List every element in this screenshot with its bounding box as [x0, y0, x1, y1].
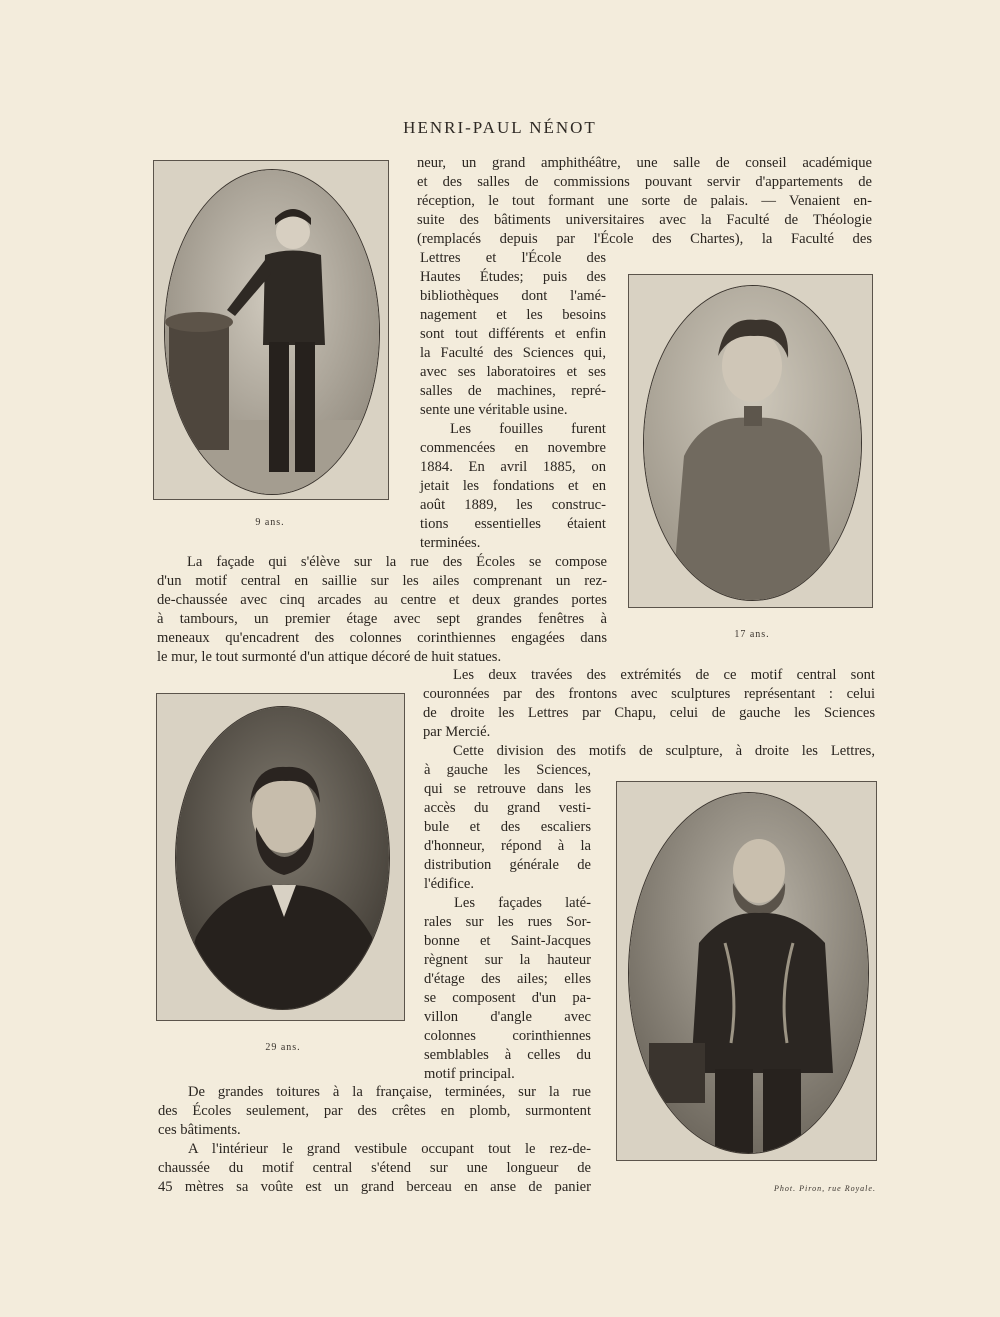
portrait-17-ans: [643, 285, 862, 601]
photo-credit: Phot. Piron, rue Royale.: [774, 1184, 876, 1193]
text-line: d'un motif central en saillie sur les ailes comprenant un rez-: [157, 573, 607, 589]
portrait-adult: [628, 792, 869, 1154]
photo-plate-29-ans: [156, 693, 405, 1021]
text-line: des Écoles seulement, par des crêtes en plomb, surmontent: [158, 1103, 591, 1119]
text-line: 45 mètres sa voûte est un grand berceau en anse de panier: [158, 1179, 591, 1195]
running-head: HENRI-PAUL NÉNOT: [403, 118, 597, 137]
portrait-29-ans: [175, 706, 390, 1010]
text-line: salles de machines, repré-: [420, 383, 606, 399]
text-line: et des salles de commissions pouvant servir d'appartements de: [417, 174, 872, 190]
text-line: Les deux travées des extrémités de ce motif central sont: [453, 667, 875, 683]
text-line: meneaux qu'encadrent des colonnes corinthiennes engagées dans: [157, 630, 607, 646]
text-line: 1884. En avril 1885, on: [420, 459, 606, 475]
text-line: réception, le tout formant une sorte de palais. — Venaient en-: [417, 193, 872, 209]
text-line: neur, un grand amphithéâtre, une salle de conseil académique: [417, 155, 872, 171]
text-line: tions essentielles étaient: [420, 516, 606, 532]
text-line: par Mercié.: [423, 724, 491, 740]
text-line: août 1889, les construc-: [420, 497, 606, 513]
text-line: Les façades laté-: [454, 895, 591, 911]
text-line: Lettres et l'École des: [420, 250, 606, 266]
text-line: distribution générale de: [424, 857, 591, 873]
text-line: ces bâtiments.: [158, 1122, 241, 1138]
text-line: l'édifice.: [424, 876, 475, 892]
caption-9-ans: 9 ans.: [255, 517, 285, 528]
photo-plate-17-ans: [628, 274, 873, 608]
text-line: suite des bâtiments universitaires avec la Faculté de Théologie: [417, 212, 872, 228]
text-line: sont tout différents et enfin: [420, 326, 606, 342]
text-line: rales sur les rues Sor-: [424, 914, 591, 930]
text-line: la Faculté des Sciences qui,: [420, 345, 606, 361]
text-line: jetait les fondations et en: [420, 478, 606, 494]
text-line: avec ses laboratoires et ses: [420, 364, 606, 380]
text-line: villon d'angle avec: [424, 1009, 591, 1025]
text-line: commencées en novembre: [420, 440, 606, 456]
text-line: bibliothèques dont l'amé-: [420, 288, 606, 304]
text-line: bonne et Saint-Jacques: [424, 933, 591, 949]
text-line: De grandes toitures à la française, terminées, sur la rue: [188, 1084, 591, 1100]
text-block-6: [158, 1083, 591, 1197]
text-line: Les fouilles furent: [450, 421, 606, 437]
text-line: sente une véritable usine.: [420, 402, 568, 418]
text-line: Cette division des motifs de sculpture, à droite les Lettres,: [453, 743, 875, 759]
text-line: La façade qui s'élève sur la rue des Écoles se compose: [187, 554, 607, 570]
text-line: chaussée du motif central s'étend sur une longueur de: [158, 1160, 591, 1176]
photo-plate-9-ans: [153, 160, 389, 500]
caption-29-ans: 29 ans.: [265, 1042, 301, 1053]
text-line: règnent sur la hauteur: [424, 952, 591, 968]
text-line: de droite les Lettres par Chapu, celui de gauche les Sciences: [423, 705, 875, 721]
text-line: de-chaussée avec cinq arcades au centre et deux grandes portes: [157, 592, 607, 608]
text-block-3: [157, 553, 607, 667]
text-line: d'étage des ailes; elles: [424, 971, 591, 987]
text-line: qui se retrouve dans les: [424, 781, 591, 797]
text-line: terminées.: [420, 535, 481, 551]
text-block-4: [423, 666, 875, 761]
photo-plate-adult: [616, 781, 877, 1161]
text-line: bule et des escaliers: [424, 819, 591, 835]
text-block-1: [417, 154, 872, 249]
text-line: Hautes Études; puis des: [420, 269, 606, 285]
text-line: (remplacés depuis par l'École des Chartes), la Faculté des: [417, 231, 872, 247]
text-line: le mur, le tout surmonté d'un attique décoré de huit statues.: [157, 649, 502, 665]
text-line: à tambours, un premier étage avec sept grandes fenêtres à: [157, 611, 607, 627]
text-block-5: [424, 761, 591, 1084]
text-line: nagement et les besoins: [420, 307, 606, 323]
text-line: d'honneur, répond à la: [424, 838, 591, 854]
text-line: accès du grand vesti-: [424, 800, 591, 816]
text-line: à gauche les Sciences,: [424, 762, 591, 778]
text-line: semblables à celles du: [424, 1047, 591, 1063]
caption-17-ans: 17 ans.: [734, 629, 770, 640]
text-line: A l'intérieur le grand vestibule occupant tout le rez-de-: [188, 1141, 591, 1157]
text-line: couronnées par des frontons avec sculptures représentant : celui: [423, 686, 875, 702]
text-line: colonnes corinthiennes: [424, 1028, 591, 1044]
text-line: motif principal.: [424, 1066, 515, 1082]
portrait-9-ans: [164, 169, 380, 495]
text-line: se composent d'un pa-: [424, 990, 591, 1006]
text-block-2: [420, 249, 606, 553]
